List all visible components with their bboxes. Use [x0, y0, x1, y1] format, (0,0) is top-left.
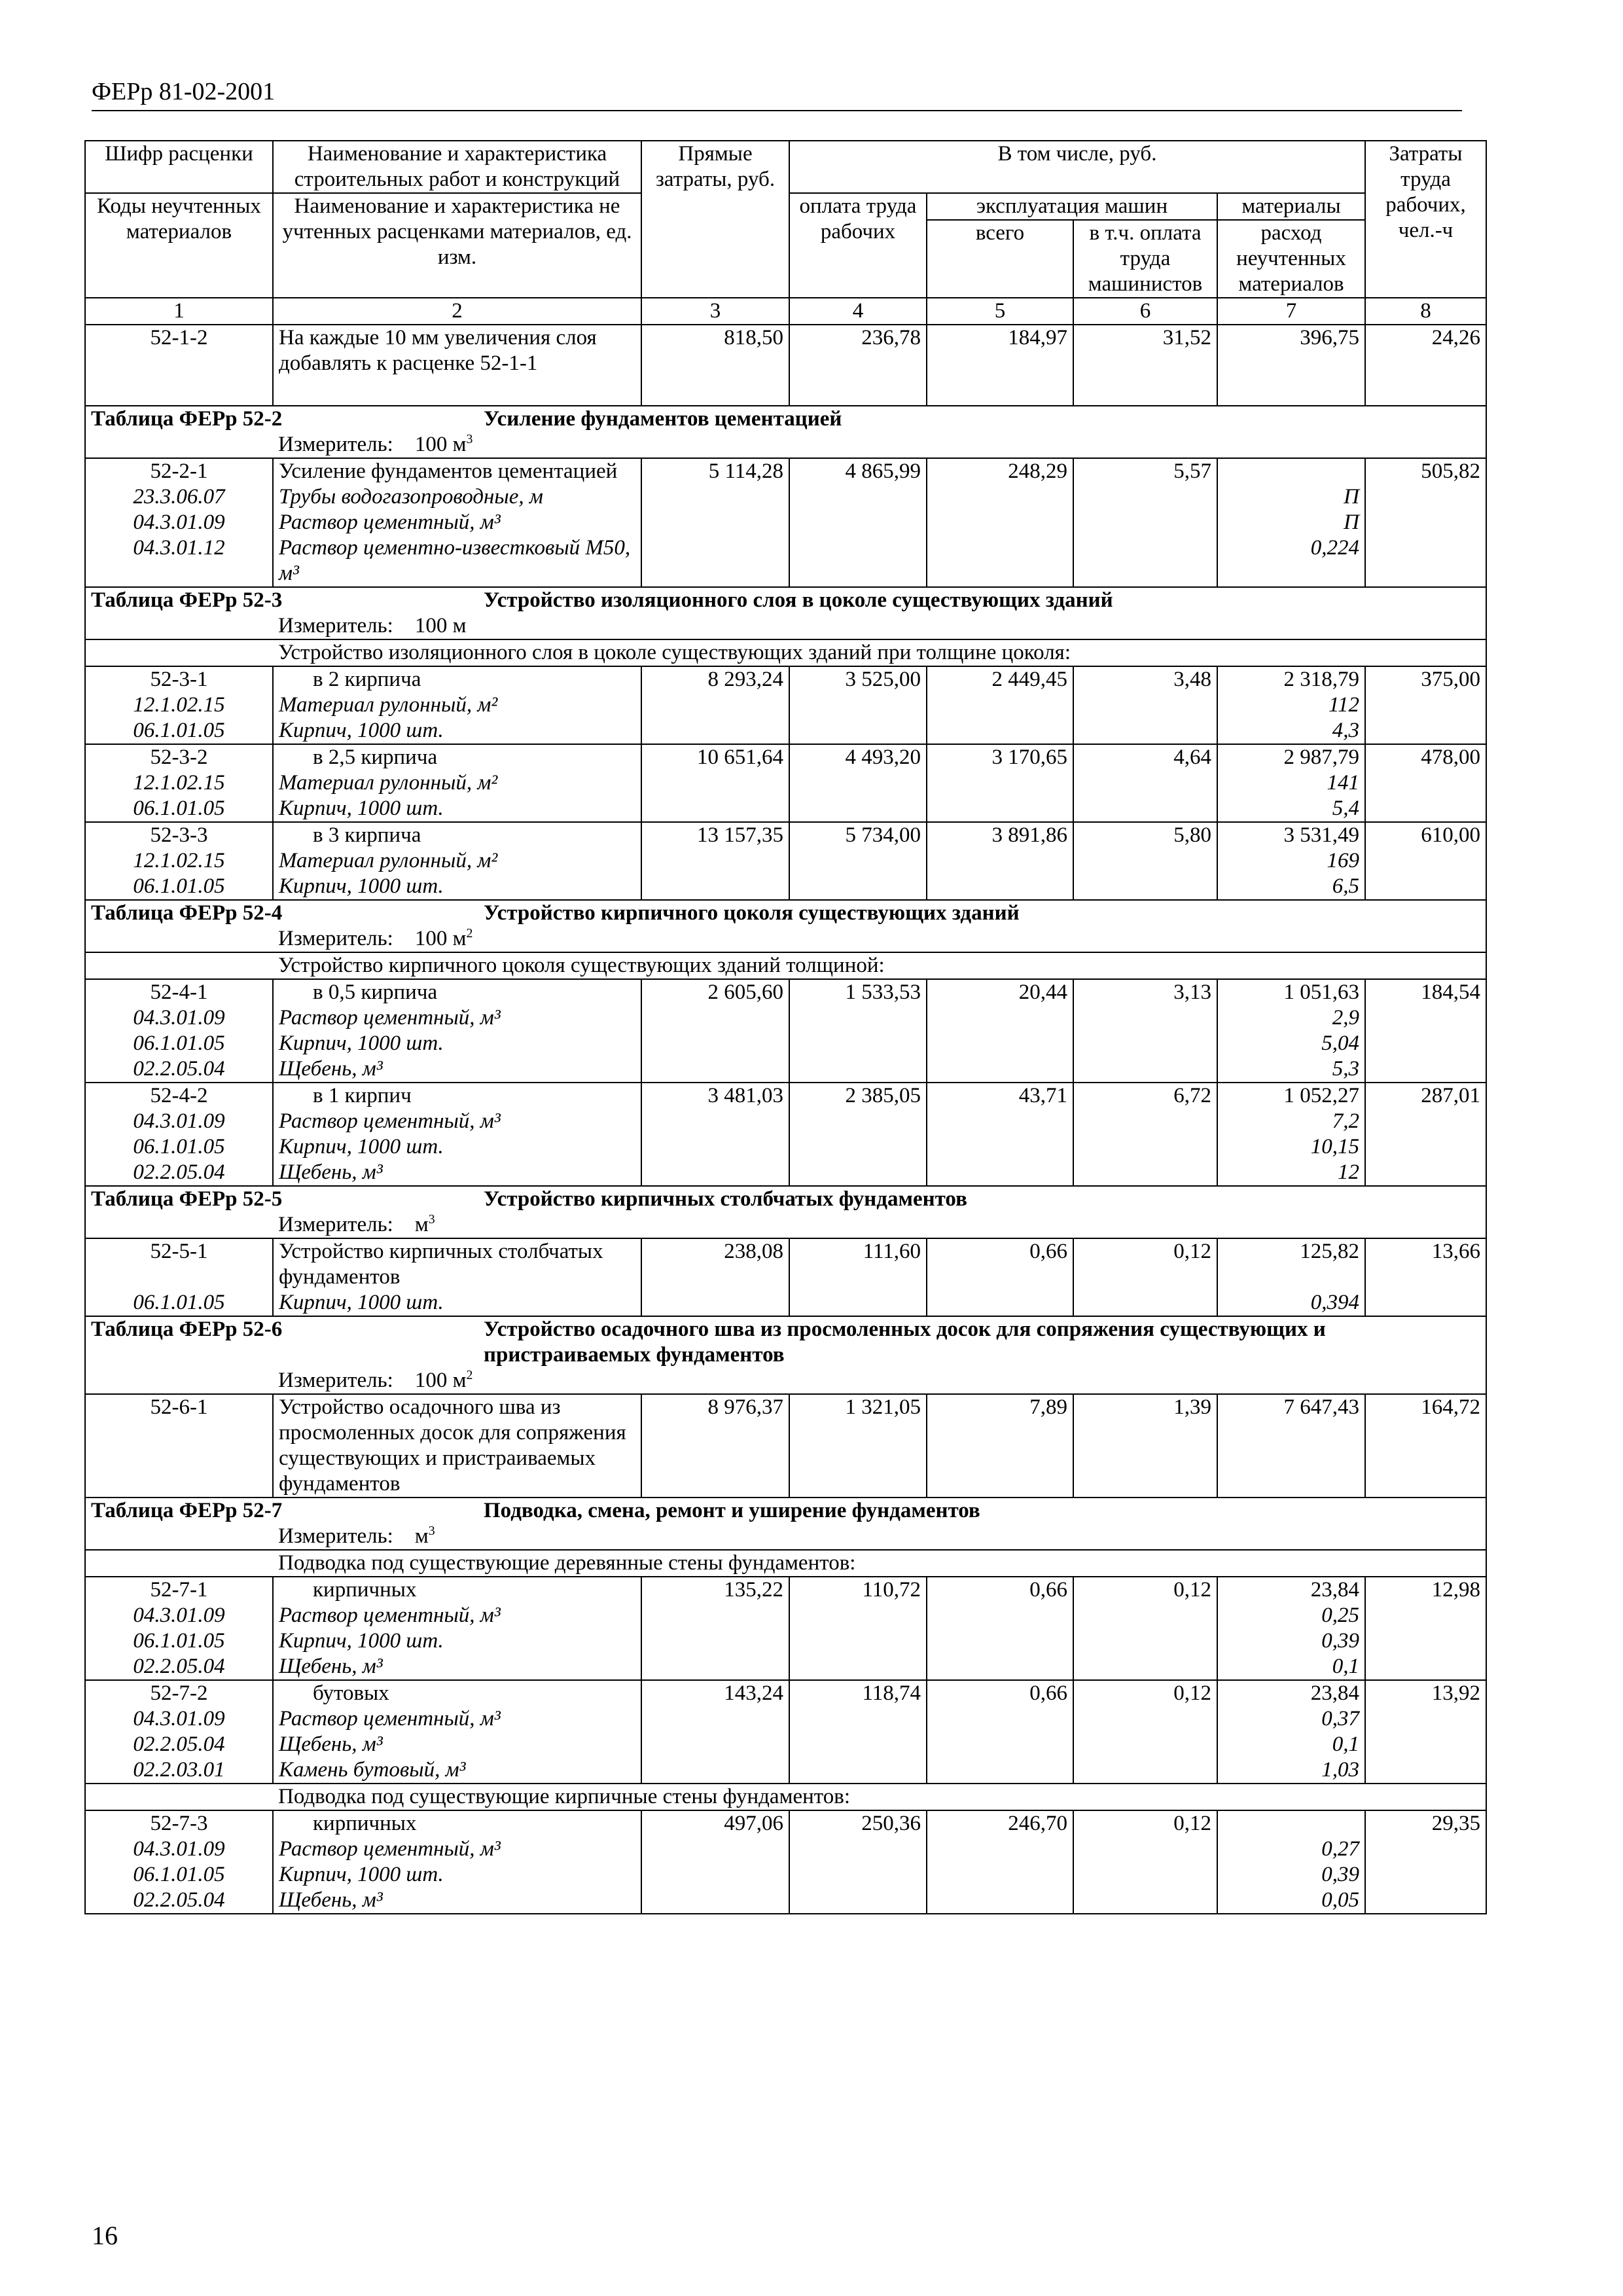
col-number: 4 [789, 298, 927, 325]
rate-name: На каждые 10 мм увеличения слоя добавлять к расценке 52-1-1 [273, 325, 641, 406]
rate-code: 52-2-1 [85, 458, 273, 484]
material-code: 06.1.01.05 [85, 1862, 273, 1888]
material-code: 23.3.06.07 [85, 484, 273, 510]
measurer-label: Измеритель: [278, 1369, 393, 1392]
table-row [85, 1680, 1486, 1706]
table-number: Таблица ФЕРр 52-2 [91, 407, 283, 431]
material-name: Трубы водогазопроводные, м [273, 484, 641, 510]
wages-cost: 236,78 [789, 325, 927, 406]
machinist-wages: 5,57 [1073, 458, 1217, 587]
wages-cost: 111,60 [789, 1238, 927, 1316]
materials-cost: 3 531,49 [1217, 822, 1365, 848]
table-title: Устройство осадочного шва из просмоленных досок для сопряжения существующих и пристраиваемых фундаментов [484, 1318, 1326, 1367]
rate-name: в 3 кирпича [273, 822, 641, 848]
wages-cost: 4 493,20 [789, 744, 927, 822]
direct-cost: 135,22 [641, 1577, 789, 1680]
measurer-unit: 100 м [414, 927, 467, 950]
machinist-wages: 3,48 [1073, 666, 1217, 744]
machines-cost: 184,97 [927, 325, 1073, 406]
wages-cost: 4 865,99 [789, 458, 927, 587]
table-row [85, 1577, 1486, 1603]
measurer-unit: 100 м [414, 614, 467, 637]
material-amount: 4,3 [1217, 718, 1365, 744]
material-amount: 0,1 [1217, 1732, 1365, 1757]
materials-cost: 23,84 [1217, 1680, 1365, 1706]
material-code: 06.1.01.05 [85, 1031, 273, 1056]
direct-cost: 238,08 [641, 1238, 789, 1316]
material-name: Кирпич, 1000 шт. [273, 796, 641, 822]
material-amount: 0,05 [1217, 1888, 1365, 1914]
material-code: 06.1.01.05 [85, 1134, 273, 1160]
direct-cost: 3 481,03 [641, 1083, 789, 1186]
material-code: 04.3.01.09 [85, 510, 273, 535]
labor-hours: 13,66 [1365, 1238, 1486, 1316]
rate-name: кирпичных [273, 1577, 641, 1603]
measurer-unit: м [414, 1213, 429, 1236]
wages-cost: 250,36 [789, 1810, 927, 1914]
wages-cost: 1 533,53 [789, 979, 927, 1083]
direct-cost: 818,50 [641, 325, 789, 406]
table-row [85, 1810, 1486, 1837]
material-name: Щебень, м³ [273, 1888, 641, 1914]
rate-name: в 0,5 кирпича [273, 979, 641, 1005]
measurer-unit-power: 3 [428, 1524, 435, 1538]
table-title-row [85, 1498, 1486, 1524]
material-name: Материал рулонный, м² [273, 692, 641, 718]
rate-code: 52-7-2 [85, 1680, 273, 1706]
machinist-wages: 3,13 [1073, 979, 1217, 1083]
material-name: Материал рулонный, м² [273, 770, 641, 796]
table-row [85, 744, 1486, 770]
labor-hours: 505,82 [1365, 458, 1486, 587]
rate-code: 52-1-2 [85, 325, 273, 406]
material-amount: 0,394 [1217, 1290, 1365, 1316]
material-amount: П [1217, 510, 1365, 535]
subheading-row [85, 1550, 1486, 1577]
table-number: Таблица ФЕРр 52-6 [91, 1318, 283, 1341]
measurer-unit: м [414, 1524, 429, 1548]
material-amount: 5,3 [1217, 1056, 1365, 1083]
machines-cost: 0,66 [927, 1238, 1073, 1316]
rate-code: 52-3-1 [85, 666, 273, 692]
table-title-row [85, 1316, 1486, 1368]
material-name: Кирпич, 1000 шт. [273, 1031, 641, 1056]
rate-name: Усиление фундаментов цементацией [273, 458, 641, 484]
table-title: Устройство изоляционного слоя в цоколе существующих зданий [484, 588, 1113, 612]
material-code: 04.3.01.12 [85, 535, 273, 587]
material-code: 12.1.02.15 [85, 848, 273, 874]
machines-cost: 3 170,65 [927, 744, 1073, 822]
rate-name: в 1 кирпич [273, 1083, 641, 1109]
table-number: Таблица ФЕРр 52-7 [91, 1499, 283, 1522]
machinist-wages: 5,80 [1073, 822, 1217, 900]
material-name: Раствор цементный, м³ [273, 1706, 641, 1732]
materials-cost: 1 052,27 [1217, 1083, 1365, 1109]
material-code: 06.1.01.05 [85, 874, 273, 900]
material-amount: 0,39 [1217, 1862, 1365, 1888]
col-code-sub-header: Коды неучтенных материалов [85, 193, 273, 298]
col-materials-sub-header: расход неучтенных материалов [1217, 220, 1365, 298]
wages-cost: 118,74 [789, 1680, 927, 1784]
material-amount: 5,04 [1217, 1031, 1365, 1056]
machines-cost: 0,66 [927, 1680, 1073, 1784]
material-name: Раствор цементный, м³ [273, 510, 641, 535]
table-row [85, 1083, 1486, 1109]
material-amount: 12 [1217, 1160, 1365, 1186]
col-number: 7 [1217, 298, 1365, 325]
material-name: Кирпич, 1000 шт. [273, 1134, 641, 1160]
material-name: Кирпич, 1000 шт. [273, 1862, 641, 1888]
table-title-row [85, 1186, 1486, 1212]
labor-hours: 184,54 [1365, 979, 1486, 1083]
table-title-row [85, 587, 1486, 613]
wages-cost: 2 385,05 [789, 1083, 927, 1186]
table-title: Усиление фундаментов цементацией [484, 407, 842, 431]
material-code: 02.2.05.04 [85, 1888, 273, 1914]
wages-cost: 110,72 [789, 1577, 927, 1680]
direct-cost: 143,24 [641, 1680, 789, 1784]
material-amount: 6,5 [1217, 874, 1365, 900]
subheading: Подводка под существующие деревянные стены фундаментов: [273, 1550, 1486, 1577]
materials-cost: 1 051,63 [1217, 979, 1365, 1005]
header-rule [92, 110, 1462, 111]
table-row [85, 458, 1486, 484]
machines-cost: 2 449,45 [927, 666, 1073, 744]
material-code: 06.1.01.05 [85, 718, 273, 744]
rate-code: 52-4-1 [85, 979, 273, 1005]
machinist-wages: 1,39 [1073, 1394, 1217, 1498]
rate-code: 52-7-1 [85, 1577, 273, 1603]
table-row [85, 979, 1486, 1005]
labor-hours: 610,00 [1365, 822, 1486, 900]
rate-code: 52-3-2 [85, 744, 273, 770]
materials-cost: 23,84 [1217, 1577, 1365, 1603]
table-number: Таблица ФЕРр 52-3 [91, 588, 283, 612]
table-row [85, 666, 1486, 692]
labor-hours: 12,98 [1365, 1577, 1486, 1680]
measurer-row [85, 926, 1486, 952]
material-code: 04.3.01.09 [85, 1603, 273, 1628]
measurer-unit: 100 м [414, 1369, 467, 1392]
subheading-row [85, 1784, 1486, 1810]
material-code: 04.3.01.09 [85, 1837, 273, 1862]
material-amount: 112 [1217, 692, 1365, 718]
material-amount: 0,25 [1217, 1603, 1365, 1628]
rate-name: кирпичных [273, 1810, 641, 1837]
material-amount: 0,1 [1217, 1654, 1365, 1680]
materials-cost: 7 647,43 [1217, 1394, 1365, 1498]
col-number: 8 [1365, 298, 1486, 325]
material-amount: 0,39 [1217, 1628, 1365, 1654]
material-code: 12.1.02.15 [85, 770, 273, 796]
measurer-row [85, 1212, 1486, 1238]
machines-cost: 246,70 [927, 1810, 1073, 1914]
labor-hours: 29,35 [1365, 1810, 1486, 1914]
subheading: Устройство кирпичного цоколя существующих зданий толщиной: [273, 952, 1486, 979]
labor-hours: 13,92 [1365, 1680, 1486, 1784]
materials-cost [1217, 1810, 1365, 1837]
rate-code: 52-3-3 [85, 822, 273, 848]
material-code: 02.2.05.04 [85, 1160, 273, 1186]
rates-table [84, 140, 1486, 1914]
labor-hours: 478,00 [1365, 744, 1486, 822]
subheading: Устройство изоляционного слоя в цоколе существующих зданий при толщине цоколя: [273, 639, 1486, 666]
measurer-unit-power: 2 [466, 1368, 473, 1382]
direct-cost: 2 605,60 [641, 979, 789, 1083]
materials-cost: 125,82 [1217, 1238, 1365, 1290]
material-code: 02.2.05.04 [85, 1732, 273, 1757]
wages-cost: 1 321,05 [789, 1394, 927, 1498]
measurer-unit-power: 2 [466, 926, 473, 941]
table-row [85, 822, 1486, 848]
material-code: 12.1.02.15 [85, 692, 273, 718]
col-including-header: В том числе, руб. [789, 141, 1365, 193]
material-amount: 5,4 [1217, 796, 1365, 822]
col-wages-header: оплата труда рабочих [789, 193, 927, 298]
material-name: Раствор цементный, м³ [273, 1603, 641, 1628]
labor-hours: 24,26 [1365, 325, 1486, 406]
materials-cost: 396,75 [1217, 325, 1365, 406]
machinist-wages: 6,72 [1073, 1083, 1217, 1186]
col-labor-header: Затраты труда рабочих, чел.-ч [1365, 141, 1486, 298]
machines-cost: 7,89 [927, 1394, 1073, 1498]
subheading: Подводка под существующие кирпичные стены фундаментов: [273, 1784, 1486, 1810]
material-amount: 7,2 [1217, 1109, 1365, 1134]
measurer-row [85, 1524, 1486, 1550]
machinist-wages: 0,12 [1073, 1680, 1217, 1784]
material-name: Камень бутовый, м³ [273, 1757, 641, 1784]
material-amount: 2,9 [1217, 1005, 1365, 1031]
page-title: ФЕРр 81-02-2001 [92, 78, 276, 105]
wages-cost: 5 734,00 [789, 822, 927, 900]
material-name: Щебень, м³ [273, 1732, 641, 1757]
material-amount: 0,224 [1217, 535, 1365, 587]
materials-cost: 2 318,79 [1217, 666, 1365, 692]
rate-name: в 2 кирпича [273, 666, 641, 692]
material-code: 02.2.05.04 [85, 1654, 273, 1680]
material-name: Кирпич, 1000 шт. [273, 874, 641, 900]
measurer-label: Измеритель: [278, 614, 393, 637]
rate-name: Устройство кирпичных столбчатых фундаментов [273, 1238, 641, 1290]
subheading-row [85, 639, 1486, 666]
col-number: 3 [641, 298, 789, 325]
material-code: 06.1.01.05 [85, 796, 273, 822]
machines-cost: 43,71 [927, 1083, 1073, 1186]
table-title-row [85, 406, 1486, 432]
material-amount: 0,37 [1217, 1706, 1365, 1732]
machinist-wages: 0,12 [1073, 1810, 1217, 1914]
material-name: Кирпич, 1000 шт. [273, 1290, 641, 1316]
table-title: Устройство кирпичного цоколя существующих зданий [484, 901, 1020, 925]
labor-hours: 164,72 [1365, 1394, 1486, 1498]
table-row [85, 1238, 1486, 1290]
material-code: 02.2.03.01 [85, 1757, 273, 1784]
rate-name: Устройство осадочного шва из просмоленных досок для сопряжения существующих и пристраиваемых фундаментов [273, 1394, 641, 1498]
machinist-wages: 0,12 [1073, 1238, 1217, 1316]
rate-code: 52-7-3 [85, 1810, 273, 1837]
machines-cost: 20,44 [927, 979, 1073, 1083]
col-machines-total-header: всего [927, 220, 1073, 298]
col-materials-header: материалы [1217, 193, 1365, 220]
col-direct-header: Прямые затраты, руб. [641, 141, 789, 298]
material-amount: П [1217, 484, 1365, 510]
table-number: Таблица ФЕРр 52-5 [91, 1187, 283, 1211]
col-code-header: Шифр расценки [85, 141, 273, 193]
material-name: Раствор цементный, м³ [273, 1005, 641, 1031]
material-name: Щебень, м³ [273, 1056, 641, 1083]
measurer-label: Измеритель: [278, 927, 393, 950]
rate-code: 52-6-1 [85, 1394, 273, 1498]
material-code: 02.2.05.04 [85, 1056, 273, 1083]
material-code: 04.3.01.09 [85, 1706, 273, 1732]
table-title: Подводка, смена, ремонт и уширение фундаментов [484, 1499, 980, 1522]
table-row [85, 325, 1486, 406]
table-title-row [85, 900, 1486, 926]
material-code: 04.3.01.09 [85, 1005, 273, 1031]
col-machines-wages-header: в т.ч. оплата труда машинистов [1073, 220, 1217, 298]
material-name: Щебень, м³ [273, 1160, 641, 1186]
measurer-unit: 100 м [414, 433, 467, 456]
machines-cost: 3 891,86 [927, 822, 1073, 900]
material-amount: 1,03 [1217, 1757, 1365, 1784]
measurer-label: Измеритель: [278, 433, 393, 456]
measurer-row [85, 432, 1486, 458]
material-name: Раствор цементный, м³ [273, 1109, 641, 1134]
direct-cost: 497,06 [641, 1810, 789, 1914]
page-number: 16 [92, 2221, 118, 2250]
machinist-wages: 31,52 [1073, 325, 1217, 406]
table-row [85, 1394, 1486, 1498]
col-name-sub-header: Наименование и характеристика не учтенных расценками материалов, ед. изм. [273, 193, 641, 298]
rate-name: в 2,5 кирпича [273, 744, 641, 770]
col-name-header: Наименование и характеристика строительных работ и конструкций [273, 141, 641, 193]
machinist-wages: 4,64 [1073, 744, 1217, 822]
material-amount: 141 [1217, 770, 1365, 796]
materials-cost: 2 987,79 [1217, 744, 1365, 770]
col-machines-header: эксплуатация машин [927, 193, 1217, 220]
materials-cost [1217, 458, 1365, 484]
wages-cost: 3 525,00 [789, 666, 927, 744]
labor-hours: 287,01 [1365, 1083, 1486, 1186]
material-name: Материал рулонный, м² [273, 848, 641, 874]
material-name: Щебень, м³ [273, 1654, 641, 1680]
direct-cost: 5 114,28 [641, 458, 789, 587]
material-code: 06.1.01.05 [85, 1290, 273, 1316]
subheading-row [85, 952, 1486, 979]
table-title: Устройство кирпичных столбчатых фундаментов [484, 1187, 967, 1211]
labor-hours: 375,00 [1365, 666, 1486, 744]
col-number: 1 [85, 298, 273, 325]
measurer-row [85, 1368, 1486, 1394]
measurer-unit-power: 3 [466, 432, 473, 446]
direct-cost: 8 976,37 [641, 1394, 789, 1498]
measurer-label: Измеритель: [278, 1524, 393, 1548]
rate-name: бутовых [273, 1680, 641, 1706]
material-name: Кирпич, 1000 шт. [273, 1628, 641, 1654]
col-number: 5 [927, 298, 1073, 325]
measurer-label: Измеритель: [278, 1213, 393, 1236]
material-name: Раствор цементный, м³ [273, 1837, 641, 1862]
col-number: 2 [273, 298, 641, 325]
direct-cost: 13 157,35 [641, 822, 789, 900]
material-name: Раствор цементно-известковый М50, м³ [273, 535, 641, 587]
material-code: 06.1.01.05 [85, 1628, 273, 1654]
rate-code: 52-5-1 [85, 1238, 273, 1290]
material-code: 04.3.01.09 [85, 1109, 273, 1134]
col-number: 6 [1073, 298, 1217, 325]
measurer-unit-power: 3 [428, 1212, 435, 1227]
direct-cost: 10 651,64 [641, 744, 789, 822]
material-amount: 10,15 [1217, 1134, 1365, 1160]
machines-cost: 0,66 [927, 1577, 1073, 1680]
machinist-wages: 0,12 [1073, 1577, 1217, 1680]
rate-code: 52-4-2 [85, 1083, 273, 1109]
material-amount: 169 [1217, 848, 1365, 874]
direct-cost: 8 293,24 [641, 666, 789, 744]
material-amount: 0,27 [1217, 1837, 1365, 1862]
measurer-row [85, 613, 1486, 639]
table-number: Таблица ФЕРр 52-4 [91, 901, 283, 925]
machines-cost: 248,29 [927, 458, 1073, 587]
material-name: Кирпич, 1000 шт. [273, 718, 641, 744]
